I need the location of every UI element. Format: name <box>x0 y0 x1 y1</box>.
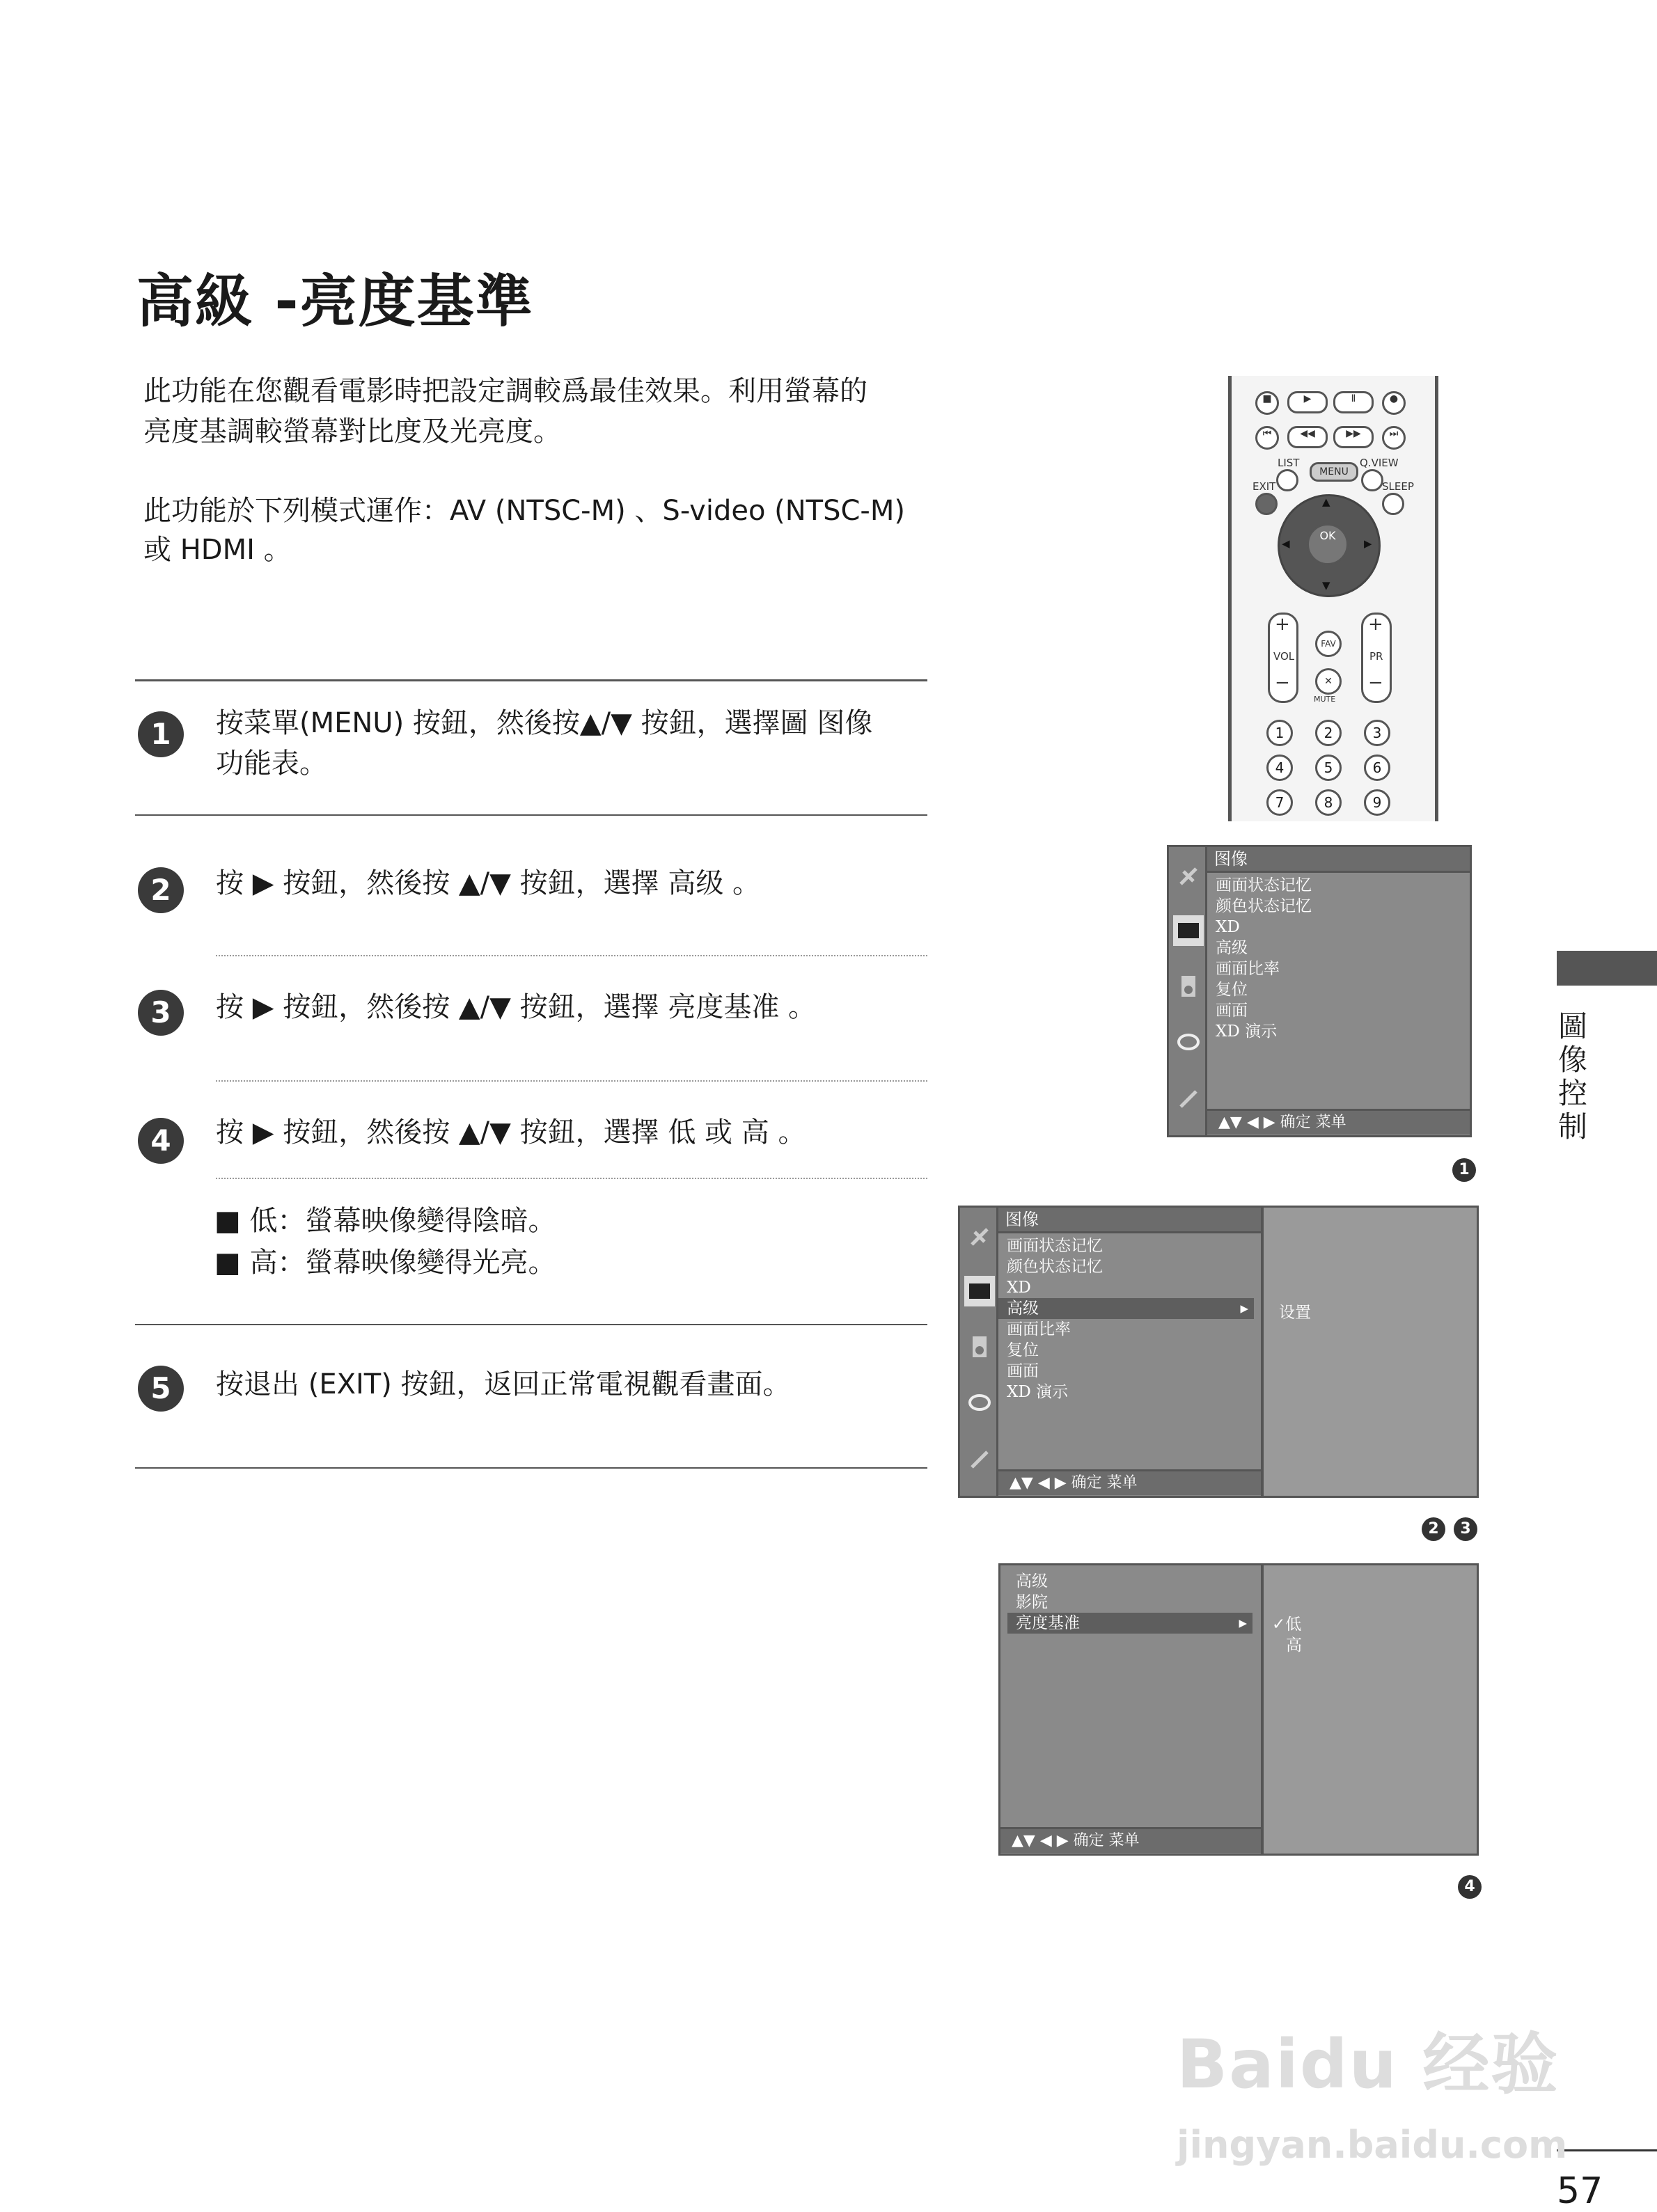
number-button-2[interactable]: 2 <box>1315 720 1342 746</box>
osd-item[interactable]: 画面状态记忆 <box>1007 1237 1103 1255</box>
osd-item[interactable]: XD <box>1007 1279 1031 1297</box>
number-button-6[interactable]: 6 <box>1364 755 1390 781</box>
watermark-logo: Baidu 经验 <box>1177 2025 1560 2103</box>
divider <box>135 1467 927 1469</box>
osd-item[interactable]: 画面比率 <box>1216 960 1280 978</box>
bullet-high: ■ 高：螢幕映像變得光亮。 <box>214 1247 556 1279</box>
left-arrow-icon[interactable]: ◀ <box>1282 537 1290 550</box>
screen-badge-3: 3 <box>1454 1517 1477 1541</box>
fav-button[interactable]: FAV <box>1315 631 1342 657</box>
speaker-icon <box>964 1332 995 1362</box>
osd-menu-picture <box>1167 845 1472 1137</box>
osd-item-label: 高级 <box>1007 1299 1039 1318</box>
osd-sidebar <box>960 1208 998 1496</box>
number-button-7[interactable]: 7 <box>1266 789 1293 816</box>
clock-icon <box>964 1387 995 1418</box>
section-label: 圖像控制 <box>1554 1011 1588 1144</box>
step-number-4: 4 <box>138 1118 184 1164</box>
dotted-divider <box>216 955 927 956</box>
dotted-divider <box>216 1178 927 1179</box>
picture-icon <box>964 1276 995 1306</box>
step-1-text <box>216 703 926 784</box>
menu-button[interactable]: MENU <box>1310 462 1358 482</box>
remote-control <box>1228 376 1438 821</box>
osd-item[interactable]: 高级 <box>1016 1572 1048 1590</box>
dotted-divider <box>216 1080 927 1082</box>
qview-button[interactable] <box>1361 469 1383 491</box>
ok-button[interactable]: OK <box>1307 523 1349 565</box>
up-arrow-icon[interactable]: ▲ <box>1322 496 1330 508</box>
program-minus: − <box>1368 672 1383 693</box>
number-button-3[interactable]: 3 <box>1364 720 1390 746</box>
satellite-icon <box>1173 861 1204 892</box>
divider <box>135 1324 927 1325</box>
osd-menu-advanced <box>958 1206 1263 1498</box>
osd-item[interactable]: XD 演示 <box>1216 1022 1278 1041</box>
rewind-button[interactable]: ◀◀ <box>1287 426 1328 448</box>
stop-button[interactable]: ■ <box>1255 391 1279 415</box>
page-number: 57 <box>1557 2170 1603 2212</box>
program-plus: + <box>1368 614 1383 635</box>
prev-button[interactable]: ⏮ <box>1255 426 1279 450</box>
page-title: 高級 -亮度基準 <box>136 269 534 335</box>
osd-footer: ▲▼ ◀ ▶ 确定 菜单 <box>998 1469 1261 1495</box>
step-number-1: 1 <box>138 711 184 757</box>
number-button-1[interactable]: 1 <box>1266 720 1293 746</box>
step-number-3: 3 <box>138 990 184 1036</box>
step-3-text: 按 ▶ 按鈕，然後按 ▲/▼ 按鈕，選擇 亮度基准 。 <box>216 991 817 1023</box>
vol-label: VOL <box>1273 650 1295 663</box>
qview-label: Q.VIEW <box>1360 457 1399 469</box>
step-5-text: 按退出 (EXIT) 按鈕，返回正常電視觀看畫面。 <box>216 1368 791 1400</box>
osd-menu-brightness <box>998 1563 1263 1856</box>
section-tab <box>1557 951 1657 986</box>
step-1-line-2: 功能表。 <box>216 748 327 780</box>
screen-badge-4: 4 <box>1458 1875 1482 1899</box>
osd-footer: ▲▼ ◀ ▶ 确定 菜单 <box>1207 1109 1470 1135</box>
next-button[interactable]: ⏭ <box>1382 426 1406 450</box>
step-2-text: 按 ▶ 按鈕，然後按 ▲/▼ 按鈕，選擇 高级 。 <box>216 867 761 899</box>
chevron-right-icon: ▸ <box>1239 1614 1247 1632</box>
chevron-right-icon: ▸ <box>1240 1299 1248 1318</box>
screen-badge-1: 1 <box>1452 1158 1476 1182</box>
screen-badge-2: 2 <box>1422 1517 1445 1541</box>
pr-label: PR <box>1369 650 1383 663</box>
osd-item[interactable]: 影院 <box>1016 1593 1048 1611</box>
osd-item-selected[interactable] <box>998 1298 1254 1319</box>
play-button[interactable]: ▶ <box>1287 391 1328 413</box>
osd-sidebar <box>1169 847 1207 1135</box>
osd-header: 图像 <box>998 1208 1261 1233</box>
clock-icon <box>1173 1027 1204 1057</box>
osd-item[interactable]: 高级 <box>1216 939 1248 957</box>
step-number-5: 5 <box>138 1366 184 1412</box>
osd-footer: ▲▼ ◀ ▶ 确定 菜单 <box>1000 1827 1261 1853</box>
sleep-label: SLEEP <box>1382 480 1414 493</box>
osd-item[interactable]: 画面状态记忆 <box>1216 876 1312 894</box>
step-number-2: 2 <box>138 867 184 913</box>
osd-header: 图像 <box>1207 847 1470 873</box>
bullet-low: ■ 低：螢幕映像變得陰暗。 <box>214 1205 556 1237</box>
number-button-4[interactable]: 4 <box>1266 755 1293 781</box>
sleep-button[interactable] <box>1382 493 1404 515</box>
osd-submenu <box>1262 1563 1479 1856</box>
step-1-line-1: 按菜單(MENU) 按鈕，然後按▲/▼ 按鈕，選擇圖 图像 <box>216 707 873 739</box>
volume-minus: − <box>1275 672 1290 693</box>
osd-item-label: 亮度基准 <box>1016 1614 1080 1632</box>
intro-line-2: 亮度基調較螢幕對比度及光亮度。 <box>143 416 561 448</box>
mute-button[interactable]: ✕ <box>1315 668 1342 695</box>
number-button-8[interactable]: 8 <box>1315 789 1342 816</box>
forward-button[interactable]: ▶▶ <box>1333 426 1374 448</box>
osd-item[interactable]: 复位 <box>1216 981 1248 999</box>
step-4-text: 按 ▶ 按鈕，然後按 ▲/▼ 按鈕，選擇 低 或 高 。 <box>216 1116 806 1148</box>
osd-item[interactable]: 画面比率 <box>1007 1320 1071 1338</box>
number-button-5[interactable]: 5 <box>1315 755 1342 781</box>
intro-line-3: 此功能於下列模式運作：AV (NTSC-M) 、S-video (NTSC-M) <box>143 495 905 527</box>
down-arrow-icon[interactable]: ▼ <box>1322 579 1330 592</box>
record-button[interactable]: ● <box>1382 391 1406 415</box>
osd-item-selected[interactable] <box>1007 1613 1252 1634</box>
list-label: LIST <box>1278 457 1300 469</box>
page-number-rule <box>1557 2149 1657 2151</box>
osd-option-high[interactable]: 高 <box>1286 1636 1302 1654</box>
exit-button[interactable] <box>1255 493 1278 515</box>
wrench-icon <box>964 1443 995 1474</box>
watermark-url: jingyan.baidu.com <box>1177 2123 1568 2167</box>
osd-item[interactable]: 复位 <box>1007 1341 1039 1359</box>
osd-submenu <box>1262 1206 1479 1498</box>
speaker-icon <box>1173 971 1204 1002</box>
volume-plus: + <box>1275 614 1290 635</box>
satellite-icon <box>964 1222 995 1252</box>
osd-item[interactable]: 颜色状态记忆 <box>1216 897 1312 915</box>
osd-item[interactable]: 画面 <box>1007 1362 1039 1380</box>
osd-subitem[interactable]: 设置 <box>1279 1304 1311 1322</box>
osd-item[interactable]: 画面 <box>1216 1002 1248 1020</box>
right-arrow-icon[interactable]: ▶ <box>1364 537 1372 550</box>
pause-button[interactable]: Ⅱ <box>1333 391 1374 413</box>
list-button[interactable] <box>1276 469 1298 491</box>
picture-icon <box>1173 915 1204 946</box>
number-button-9[interactable]: 9 <box>1364 789 1390 816</box>
intro-line-4: 或 HDMI 。 <box>143 534 292 566</box>
exit-label: EXIT <box>1252 480 1276 493</box>
divider <box>135 814 927 816</box>
osd-item[interactable]: XD <box>1216 918 1240 936</box>
wrench-icon <box>1173 1082 1204 1113</box>
osd-item[interactable]: XD 演示 <box>1007 1383 1069 1401</box>
divider <box>135 679 927 681</box>
mute-label: MUTE <box>1314 695 1336 704</box>
intro-line-1: 此功能在您觀看電影時把設定調較爲最佳效果。利用螢幕的 <box>143 375 867 407</box>
osd-option-low[interactable]: ✓低 <box>1272 1615 1302 1634</box>
osd-item[interactable]: 颜色状态记忆 <box>1007 1258 1103 1276</box>
